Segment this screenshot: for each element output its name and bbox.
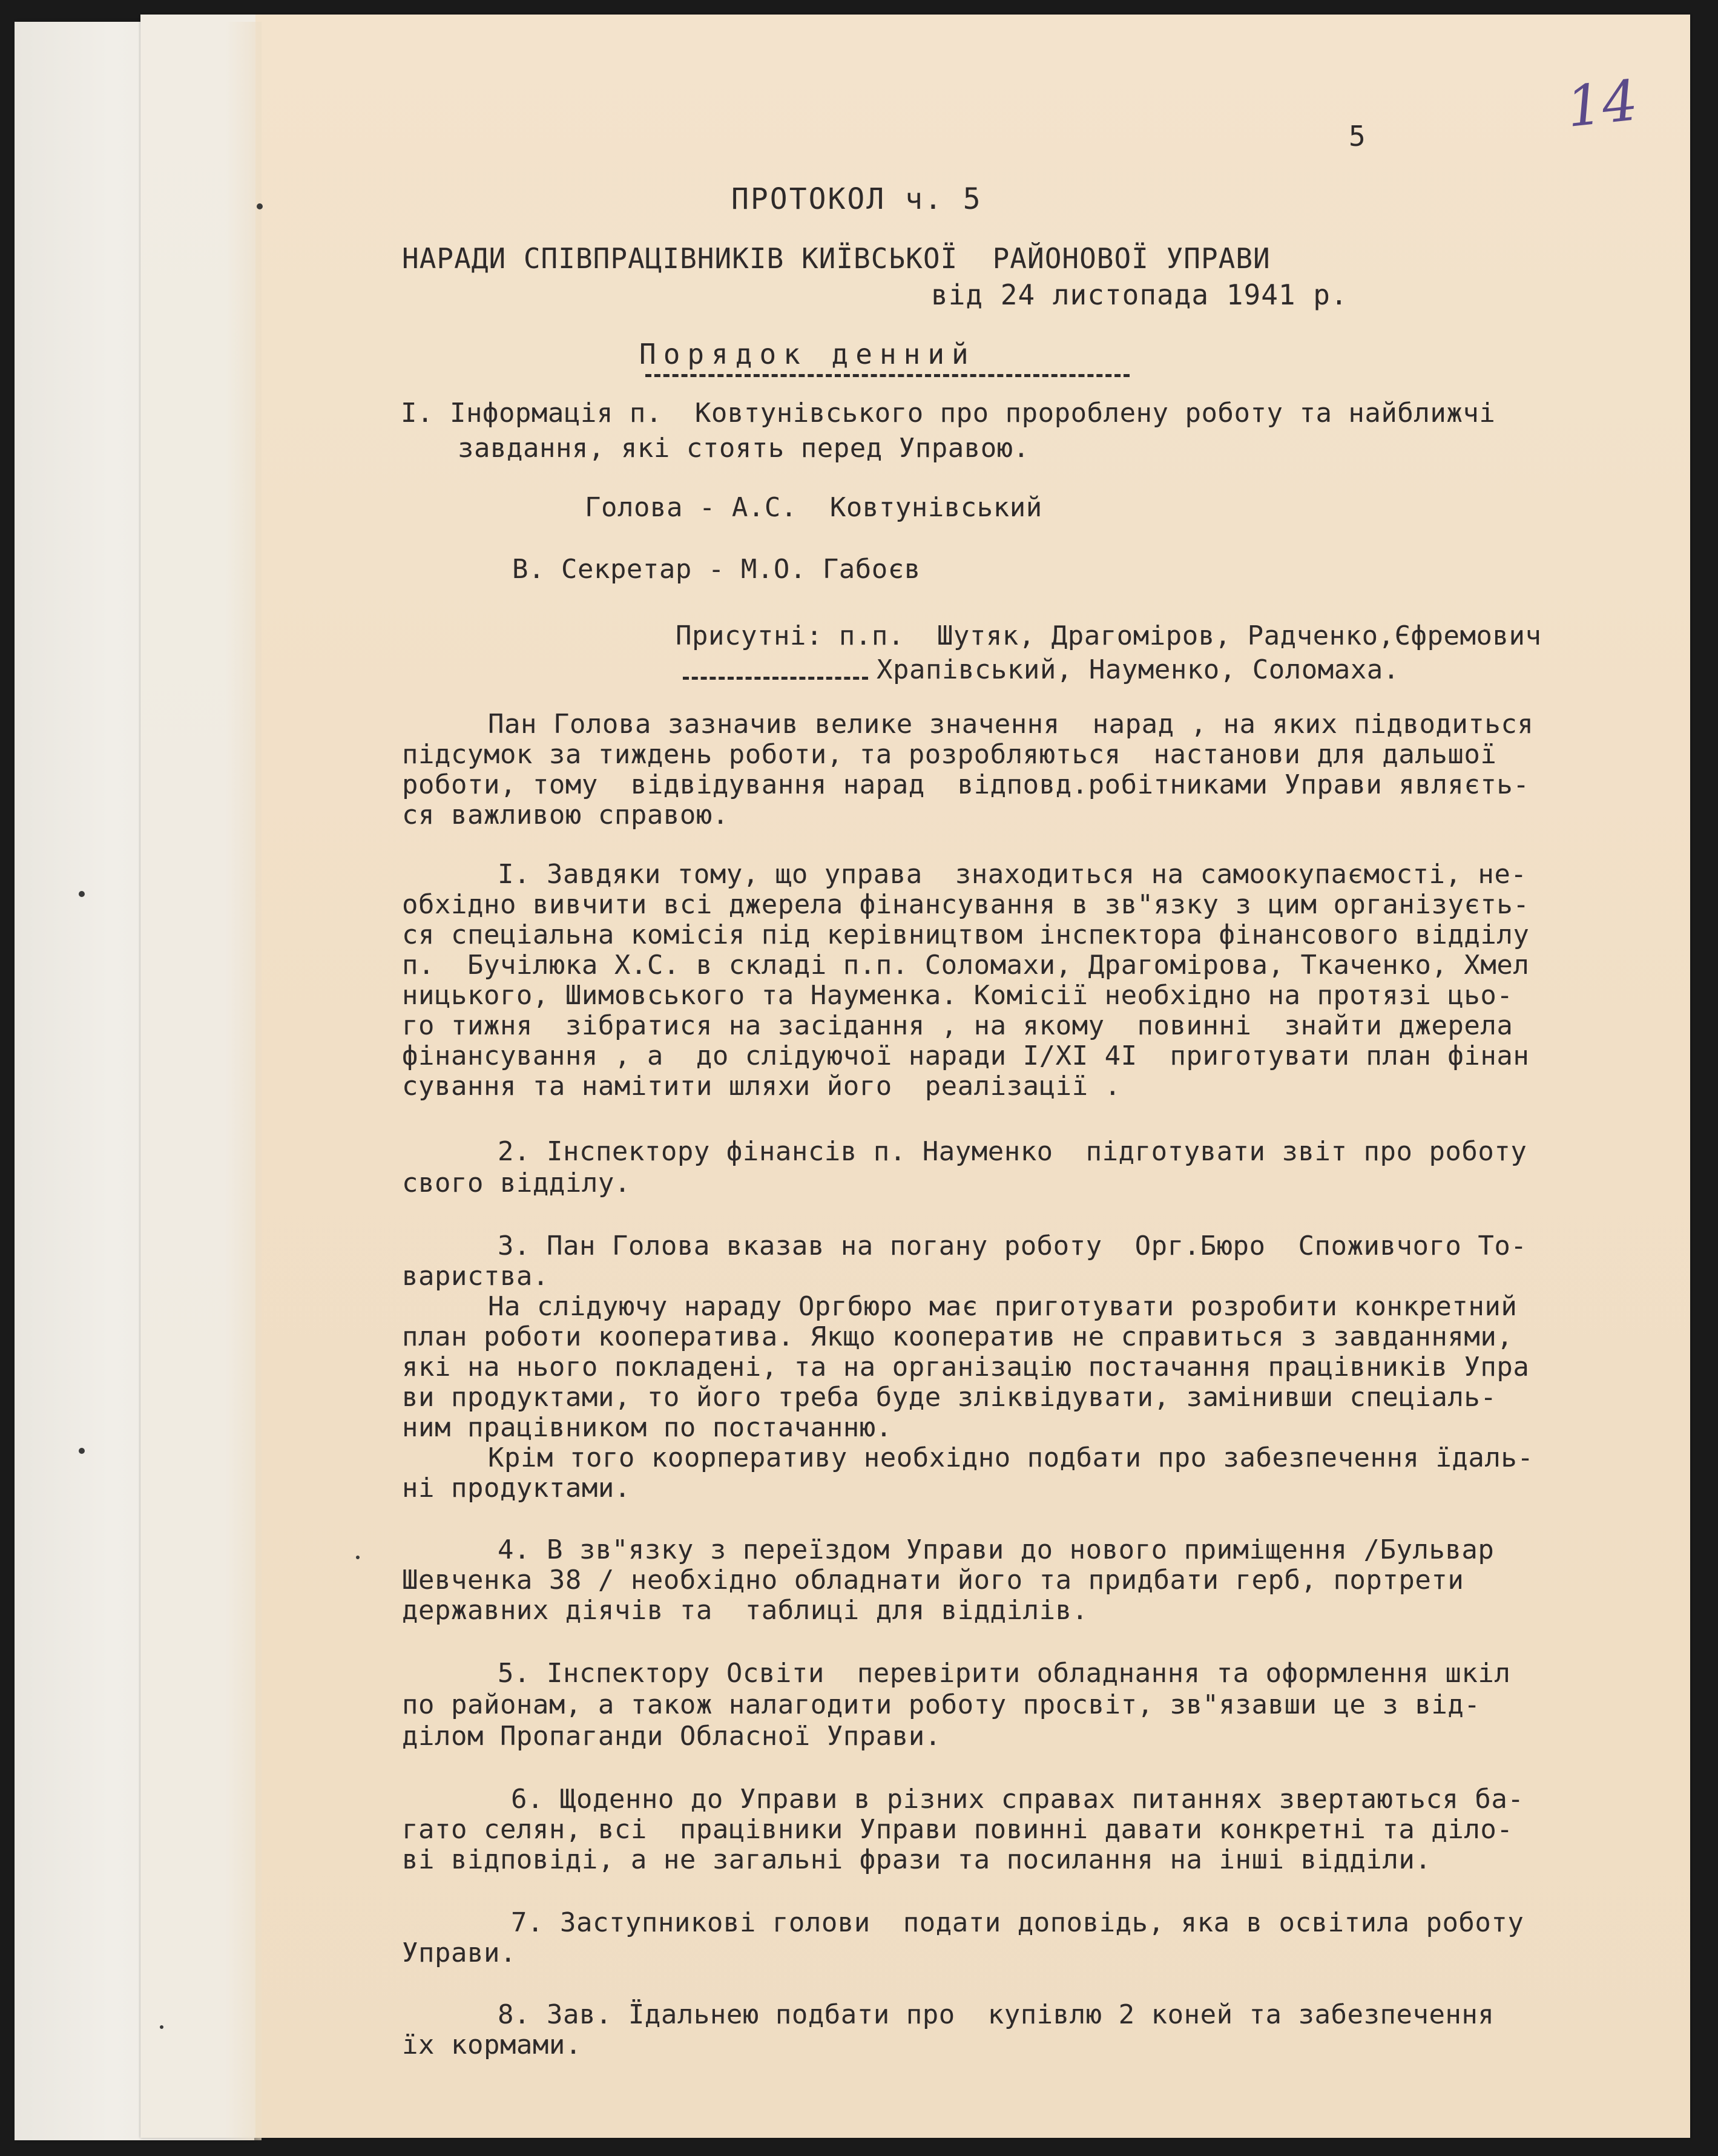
document-date: від 24 листопада 1941 р. [931, 278, 1348, 311]
punch-hole [160, 2025, 163, 2029]
paragraph-line: ним працівником по постачанню. [402, 1412, 892, 1443]
paragraph-line: п. Бучілюка Х.С. в складі п.п. Соломахи, Драгомірова, Ткаченко, Хмел [402, 950, 1530, 981]
paragraph-line: 2. Інспектору фінансів п. Науменко підготувати звіт про роботу [498, 1136, 1527, 1167]
punch-hole [79, 1448, 85, 1454]
document-title: ПРОТОКОЛ ч. 5 [731, 182, 982, 216]
paragraph-line: На слідуючу нараду Оргбюро має приготувати розробити конкретний [488, 1291, 1518, 1322]
agenda-heading: Порядок денний [639, 338, 976, 370]
paragraph-line: роботи, тому відвідування нарад відповд.робітниками Управи являєть- [402, 769, 1530, 800]
paragraph-line: 6. Щоденно до Управи в різних справах питаннях звертаються ба- [511, 1784, 1524, 1815]
paragraph-line: гато селян, всі працівники Управи повинні давати конкретні та ділo- [402, 1814, 1513, 1845]
paragraph-line: ницького, Шимовського та Науменка. Комісії необхідно на протязі цьо- [402, 980, 1513, 1011]
paragraph-line: ділом Пропаганди Обласної Управи. [402, 1721, 941, 1752]
paragraph-line: 8. Зав. Їдальнею подбати про купівлю 2 коней та забезпечення [498, 1999, 1495, 2030]
page-number: 5 [1349, 120, 1366, 153]
paragraph-line: ся спеціальна комісія під керівництвом інспектора фінансового відділу [402, 919, 1530, 950]
paragraph-line: 3. Пан Голова вказав на погану роботу Орг.Бюро Споживчого То- [498, 1231, 1527, 1261]
paragraph-line: план роботи кооператива. Якщо кооператив не справиться з завданнями, [402, 1321, 1513, 1352]
attendees-line: Присутні: п.п. Шутяк, Драгоміров, Радченко,Єфремович [676, 620, 1542, 651]
paragraph-line: по районам, а також налагодити роботу просвіт, зв"язавши це з від- [402, 1689, 1481, 1720]
paragraph-line: Пан Голова зазначив велике значення нарад , на яких підводиться [488, 709, 1534, 740]
paragraph-line: державних діячів та таблиці для відділів. [402, 1595, 1088, 1626]
paragraph-line: 4. В зв"язку з переїздом Управи до нового приміщення /Бульвар [498, 1534, 1495, 1565]
paragraph-line: свого відділу. [402, 1168, 631, 1198]
secretary-line: В. Секретар - М.О. Габоєв [512, 554, 921, 585]
punch-hole [79, 891, 85, 897]
paragraph-line: І. Завдяки тому, що управа знаходиться на самоокупаємості, не- [498, 859, 1527, 890]
attendees-line: Храпівський, Науменко, Соломаха. [877, 654, 1400, 685]
agenda-item-line: завдання, які стоять перед Управою. [458, 433, 1030, 464]
tissue-shadow [225, 22, 262, 2140]
agenda-item-line: І. Інформація п. Ковтунівського про пророблену роботу та найближчі [401, 398, 1496, 429]
paragraph-line: підсумок за тиждень роботи, та розробляються настанови для дальшої [402, 739, 1497, 770]
paragraph-line: Управи. [402, 1937, 516, 1968]
agenda-underline [645, 374, 1130, 377]
paragraph-line: вариства. [402, 1261, 549, 1292]
paragraph-line: 5. Інспектору Освіти перевірити обладнання та оформлення шкіл [498, 1658, 1511, 1689]
paragraph-line: Крім того коорперативу необхідно подбати про забезпечення їдаль- [488, 1442, 1534, 1473]
paragraph-line: сування та намітити шляхи його реалізації . [402, 1071, 1121, 1102]
chair-line: Голова - А.С. Ковтунівський [585, 492, 1042, 523]
archive-folio-number: 14 [1563, 68, 1641, 140]
paragraph-line: ні продуктами. [402, 1473, 631, 1504]
paragraph-line: ся важливою справою. [402, 800, 729, 830]
paragraph-line: го тижня зібратися на засідання , на якому повинні знайти джерела [402, 1010, 1513, 1041]
punch-hole [257, 203, 263, 209]
punch-hole [356, 1556, 360, 1559]
paragraph-line: фінансування , а до слідуючої наради І/ХІ 4І приготувати план фінан [402, 1040, 1530, 1071]
paragraph-line: 7. Заступникові голови подати доповідь, яка в освітила роботу [511, 1907, 1524, 1938]
paragraph-line: їх кормами. [402, 2029, 582, 2060]
attendees-dash [683, 677, 868, 680]
paragraph-line: які на нього покладені, та на організацію постачання працівників Упра [402, 1352, 1530, 1382]
paragraph-line: ві відповіді, а не загальні фрази та посилання на інші відділи. [402, 1844, 1432, 1875]
paragraph-line: обхідно вивчити всі джерела фінансування в зв"язку з цим організуєть- [402, 889, 1530, 920]
paragraph-line: ви продуктами, то його треба буде зліквідувати, замінивши спеціаль- [402, 1382, 1497, 1413]
document-subtitle: НАРАДИ СПІВПРАЦІВНИКІВ КИЇВСЬКОЇ РАЙОНОВОЇ УПРАВИ [402, 242, 1271, 275]
paragraph-line: Шевченка 38 / необхідно обладнати його та придбати герб, портрети [402, 1565, 1464, 1596]
